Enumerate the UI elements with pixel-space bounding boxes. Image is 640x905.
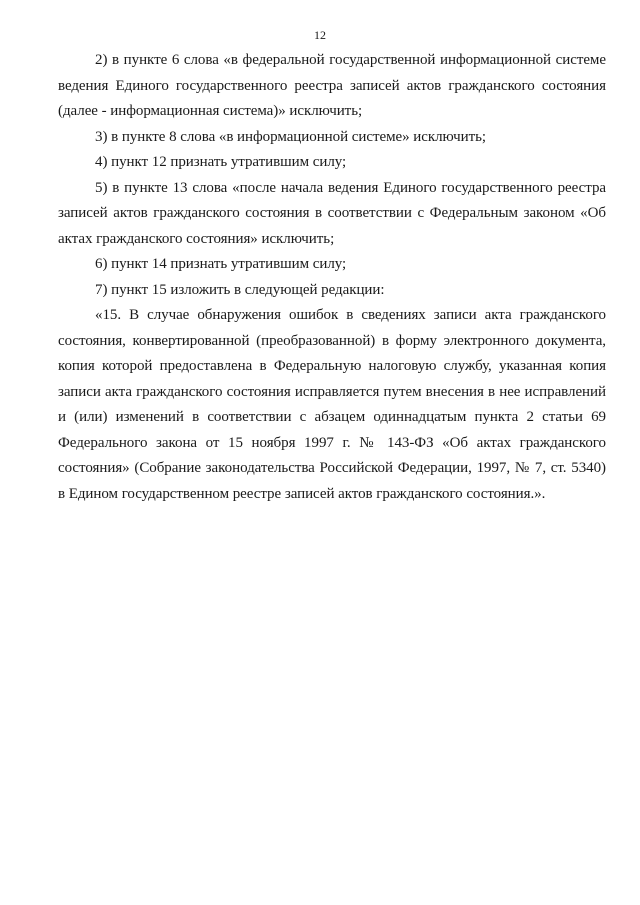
paragraph-item-3: 3) в пункте 8 слова «в информационной системе» исключить; [95, 128, 487, 145]
paragraph-item-2: 2) в пункте 6 слова «в федеральной государственной информационной системе ведения Единого государственного реестра записей актов гражданского состояния (далее - информационная система)» исключить; [58, 52, 606, 119]
paragraph-item-4: 4) пункт 12 признать утратившим силу; [95, 154, 347, 170]
paragraph-item-5: 5) в пункте 13 слова «после начала ведения Единого государственного реестра записей актов гражданского состояния в соответствии с Федеральным законом «Об актах гражданского состояния» исключить; [58, 179, 606, 247]
paragraph-item-6: 6) пункт 14 признать утратившим силу; [95, 256, 347, 272]
document-body [58, 48, 606, 507]
paragraph-item-7: 7) пункт 15 изложить в следующей редакции: [95, 281, 385, 298]
page-number: 12 [314, 28, 326, 42]
paragraph-new-point-15: «15. В случае обнаружения ошибок в сведениях записи акта гражданского состояния, конвертированной (преобразованной) в форму электронного документа, копия которой предоставлена в Федеральную налоговую службу, указанная копия записи акта гражданского состояния исправляется путем внесения в нее исправлений и (или) изменений в соответствии с абзацем одиннадцатым пункта 2 статьи 69 Федерального закона от 15 ноября 1997 г. № 143-ФЗ «Об актах гражданского состояния» (Собрание законодательства Российской Федерации, 1997, № 7, ст. 5340) в Едином государственном реестре записей актов гражданского состояния.». [58, 307, 606, 502]
